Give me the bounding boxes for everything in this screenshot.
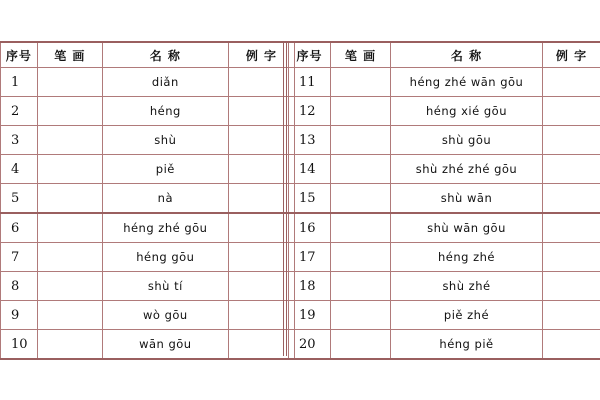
stroke-name: shù [102,126,228,155]
stroke-cell [37,126,102,155]
stroke-name: héng xié gōu [391,97,543,126]
stroke-name: shù wān [391,184,543,214]
stroke-cell [331,126,391,155]
stroke-cell [331,272,391,301]
stroke-name: diǎn [102,68,228,97]
stroke-cell [37,184,102,214]
table-row [1,330,295,360]
example-cell [543,126,600,155]
stroke-name: wò gōu [102,301,228,330]
stroke-cell [331,213,391,243]
header-index: 序号 [289,42,331,68]
table-row [289,68,600,97]
stroke-cell [37,97,102,126]
table-divider [283,41,287,356]
row-number: 12 [289,97,331,126]
row-number: 19 [289,301,331,330]
table-row [1,68,295,97]
table-row [289,272,600,301]
stroke-table-left [0,41,295,360]
row-number: 9 [1,301,38,330]
example-cell [543,243,600,272]
row-number: 20 [289,330,331,360]
table-row [289,213,600,243]
stroke-cell [37,68,102,97]
row-number: 7 [1,243,38,272]
table-row [1,213,295,243]
stroke-table-right [288,41,600,360]
row-number: 13 [289,126,331,155]
example-cell [543,155,600,184]
stroke-name: héng gōu [102,243,228,272]
stroke-name: piě [102,155,228,184]
stroke-name: shù wān gōu [391,213,543,243]
row-number: 2 [1,97,38,126]
row-number: 4 [1,155,38,184]
stroke-name: héng zhé wān gōu [391,68,543,97]
example-cell [543,68,600,97]
table-row [1,243,295,272]
table-row [289,155,600,184]
table-row [1,272,295,301]
row-number: 16 [289,213,331,243]
header-example: 例 字 [543,42,600,68]
stroke-cell [331,97,391,126]
table-row [289,301,600,330]
example-cell [543,97,600,126]
row-number: 11 [289,68,331,97]
stroke-name: wān gōu [102,330,228,360]
header-stroke: 笔 画 [37,42,102,68]
stroke-name: nà [102,184,228,214]
stroke-name: shù zhé [391,272,543,301]
stroke-name: shù gōu [391,126,543,155]
row-number: 14 [289,155,331,184]
stroke-name: shù tí [102,272,228,301]
table-row [1,155,295,184]
row-number: 10 [1,330,38,360]
stroke-name: shù zhé zhé gōu [391,155,543,184]
row-number: 18 [289,272,331,301]
table-row [289,97,600,126]
header-index: 序号 [1,42,38,68]
header-name: 名 称 [391,42,543,68]
stroke-cell [331,301,391,330]
table-row [1,97,295,126]
example-cell [543,272,600,301]
stroke-name: héng piě [391,330,543,360]
stroke-name: héng [102,97,228,126]
table-row [289,330,600,360]
stroke-name: héng zhé gōu [102,213,228,243]
stroke-cell [331,155,391,184]
table-row [1,301,295,330]
stroke-cell [37,243,102,272]
header-example: 例 字 [228,42,294,68]
stroke-cell [331,243,391,272]
table-row [289,243,600,272]
example-cell [543,213,600,243]
stroke-cell [331,68,391,97]
row-number: 15 [289,184,331,214]
row-number: 3 [1,126,38,155]
row-number: 6 [1,213,38,243]
example-cell [543,184,600,214]
stroke-name: héng zhé [391,243,543,272]
header-stroke: 笔 画 [331,42,391,68]
table-row [1,126,295,155]
stroke-cell [37,272,102,301]
table-header-row [289,42,600,68]
row-number: 17 [289,243,331,272]
table-row [1,184,295,214]
stroke-cell [331,330,391,360]
stroke-cell [37,301,102,330]
table-row [289,184,600,214]
table-row [289,126,600,155]
stroke-cell [37,155,102,184]
row-number: 8 [1,272,38,301]
stroke-cell [37,213,102,243]
stroke-cell [37,330,102,360]
header-name: 名 称 [102,42,228,68]
row-number: 5 [1,184,38,214]
table-header-row [1,42,295,68]
example-cell [543,301,600,330]
row-number: 1 [1,68,38,97]
stroke-cell [331,184,391,214]
stroke-name: piě zhé [391,301,543,330]
example-cell [543,330,600,360]
